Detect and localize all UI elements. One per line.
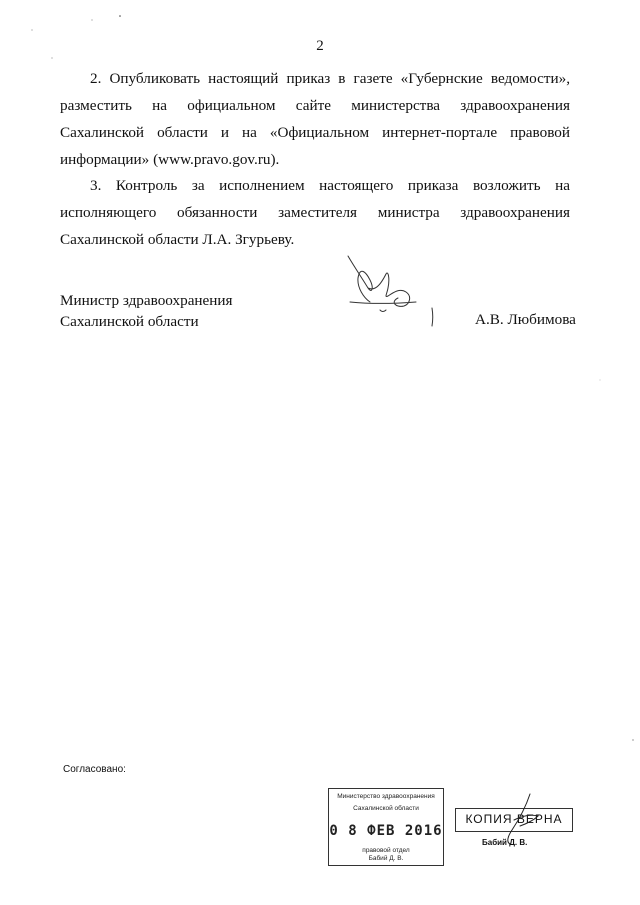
text-line: исполняющего обязанности заместителя министра здравоохранения bbox=[60, 204, 570, 221]
signer-position bbox=[60, 290, 233, 332]
copy-verified-stamp: КОПИЯ ВЕРНА bbox=[455, 808, 573, 832]
approved-label: Согласовано: bbox=[63, 764, 126, 775]
paragraph-control bbox=[60, 172, 570, 253]
stamp-date-value: 0 8 ФЕВ 2016 bbox=[329, 823, 443, 839]
paragraph-publish bbox=[60, 65, 570, 173]
text-line: информации» (www.pravo.gov.ru). bbox=[60, 151, 280, 168]
copy-person: Бабий Д. В. bbox=[482, 838, 528, 847]
text-line: 2. Опубликовать настоящий приказ в газете «Губернские ведомости», bbox=[90, 70, 570, 87]
signer-name: А.В. Любимова bbox=[475, 311, 576, 328]
text-line: разместить на официальном сайте министерства здравоохранения bbox=[60, 97, 570, 114]
signer-position-line: Министр здравоохранения bbox=[60, 292, 233, 309]
text-line: 3. Контроль за исполнением настоящего приказа возложить на bbox=[90, 177, 570, 194]
stamp-person: Бабий Д. В. bbox=[368, 855, 404, 862]
stamp-dept: правовой отдел bbox=[362, 847, 410, 854]
handwritten-signature bbox=[330, 248, 440, 338]
text-line: Сахалинской области Л.А. Згурьеву. bbox=[60, 231, 295, 248]
date-stamp bbox=[328, 788, 444, 866]
page-number: 2 bbox=[316, 38, 324, 54]
stamp-org-line: Министерство здравоохранения bbox=[337, 793, 435, 800]
stamp-org-line: Сахалинской области bbox=[353, 805, 419, 812]
text-line: Сахалинской области и на «Официальном интернет-портале правовой bbox=[60, 124, 570, 141]
signer-position-line: Сахалинской области bbox=[60, 313, 199, 330]
